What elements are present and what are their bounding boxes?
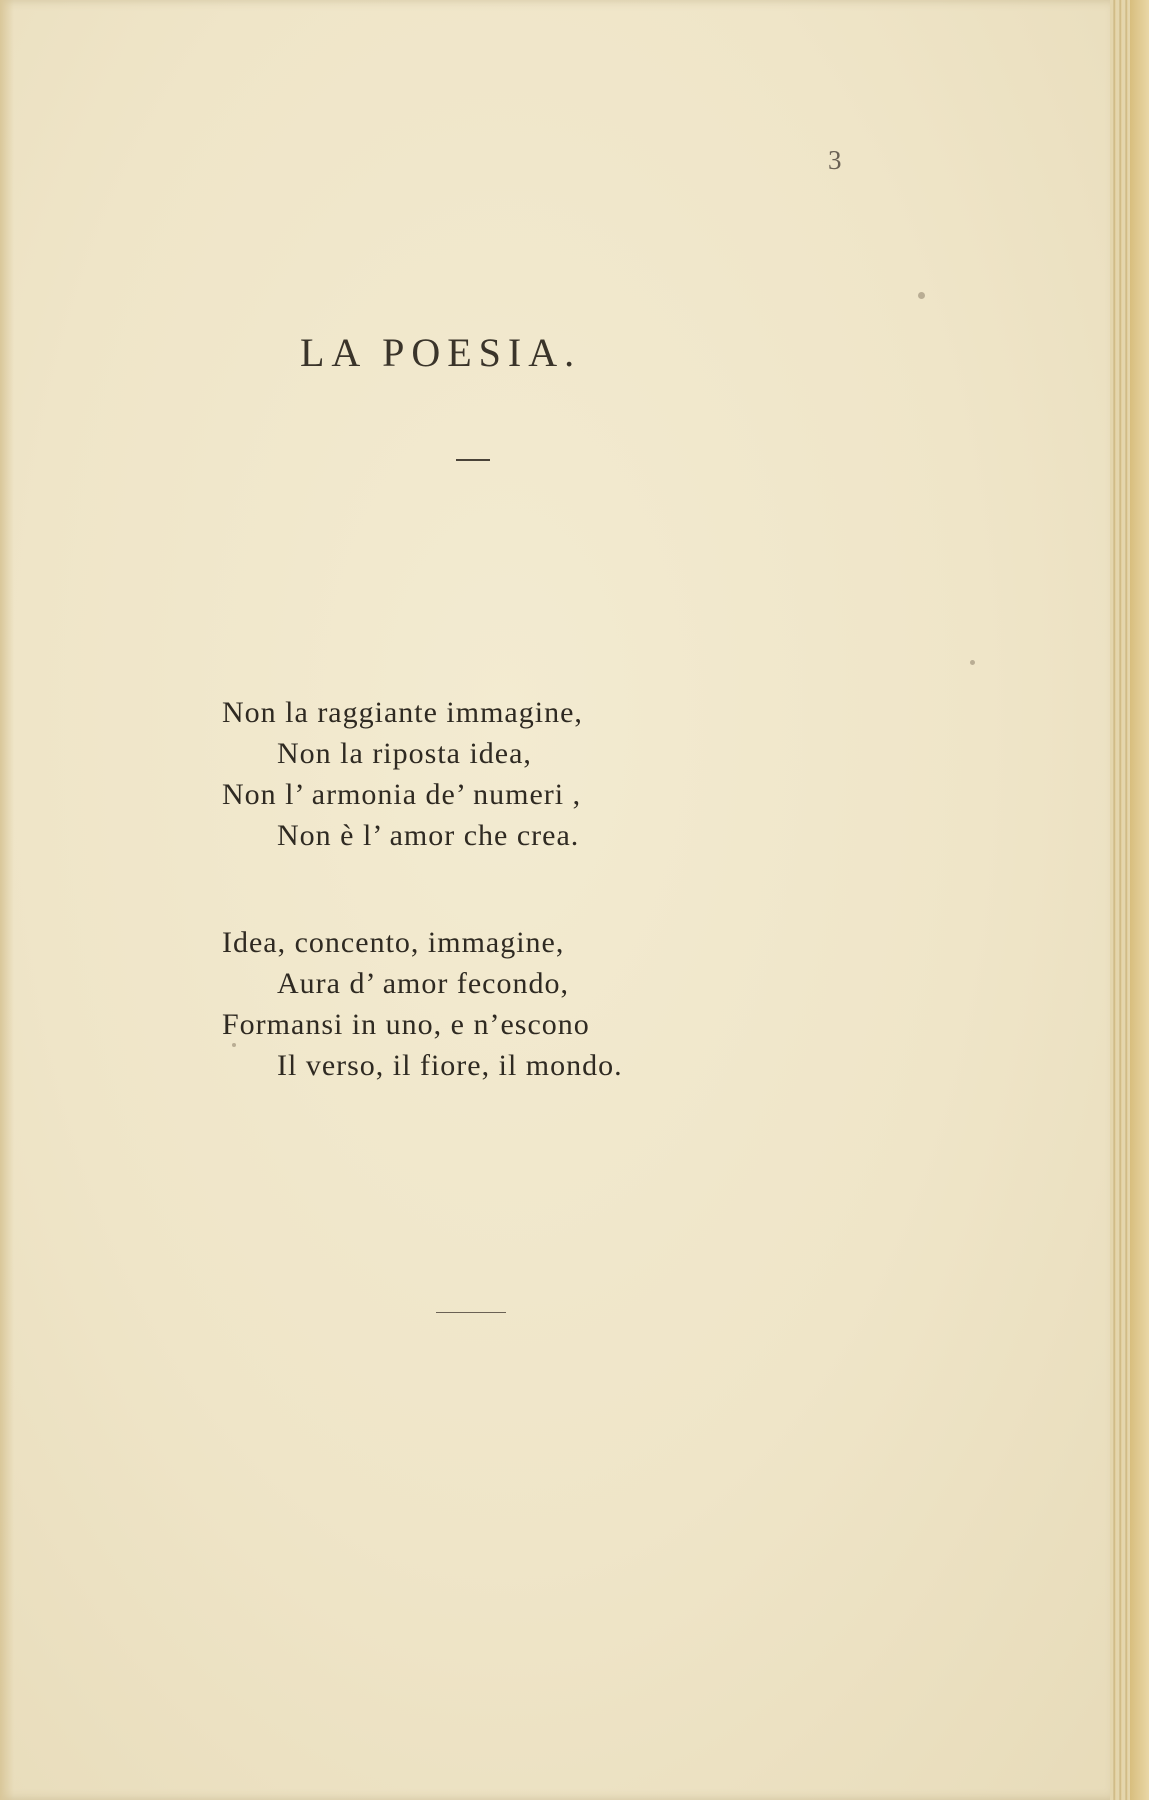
paper-speck	[970, 660, 975, 665]
poem-line: Formansi in uno, e n’escono	[222, 1008, 590, 1041]
end-rule	[436, 1312, 506, 1313]
poem-line: Il verso, il fiore, il mondo.	[277, 1049, 623, 1082]
poem-line: Non la raggiante immagine,	[222, 696, 583, 729]
page-number: 3	[828, 145, 842, 175]
paper-speck	[232, 1043, 236, 1047]
page-gutter-shadow	[0, 0, 14, 1800]
poem-line: Non la riposta idea,	[277, 737, 532, 770]
poem-line: Idea, concento, immagine,	[222, 926, 565, 959]
stanza-1	[222, 692, 782, 856]
poem-line: Aura d’ amor fecondo,	[277, 967, 569, 1000]
poem-line: Non è l’ amor che crea.	[277, 819, 580, 852]
poem-line: Non l’ armonia de’ numeri ,	[222, 778, 582, 811]
stanza-2	[222, 922, 782, 1086]
page-title: LA POESIA.	[300, 330, 582, 375]
paper-speck	[918, 292, 925, 299]
title-divider	[456, 459, 490, 461]
book-page-edges	[1110, 0, 1149, 1800]
